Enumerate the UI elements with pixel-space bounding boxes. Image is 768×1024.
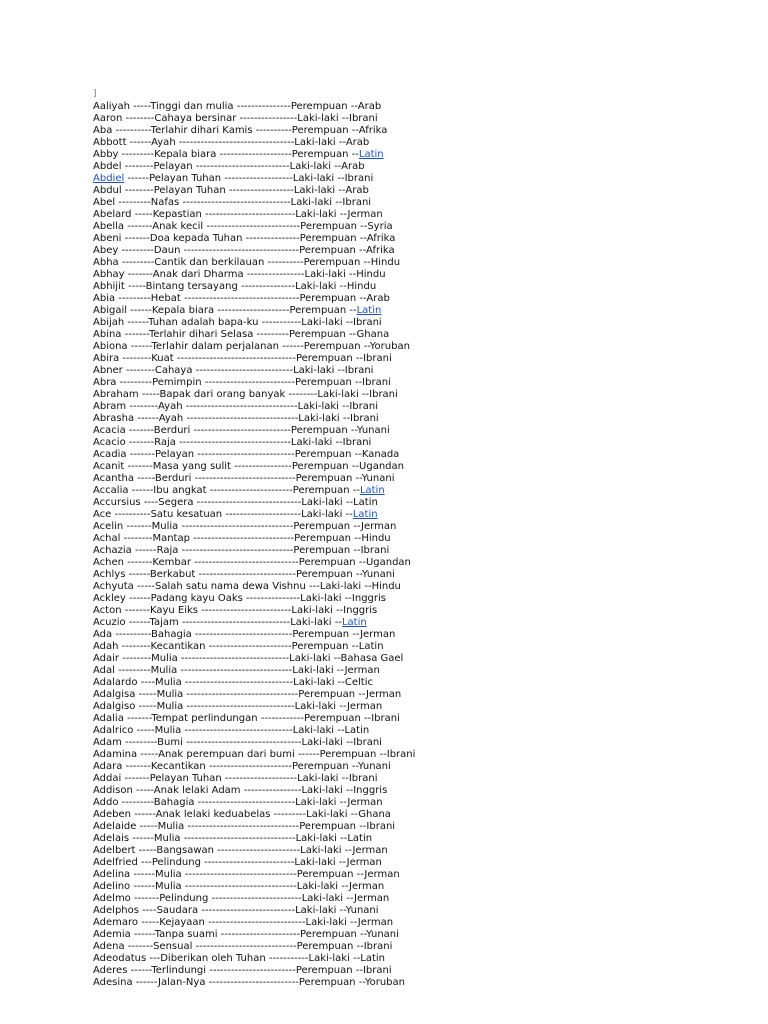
entry-text: Adalardo ----Mulia ------------------------------Laki-laki --Celtic	[93, 677, 373, 688]
entry-text: Ademia ------Tanpa suami ----------------------Perempuan --Yunani	[93, 929, 399, 940]
entry-text: Abraham -----Bapak dari orang banyak --------Laki-laki --Ibrani	[93, 389, 398, 400]
entry-text: Adara -------Kecantikan -----------------------Perempuan --Yunani	[93, 761, 391, 772]
name-entry	[93, 893, 415, 905]
bracket-marker: ]	[93, 89, 97, 99]
name-entry	[93, 773, 415, 785]
name-entry	[93, 305, 415, 317]
entry-text: Adalia -------Tempat perlindungan ------------Perempuan --Ibrani	[93, 713, 400, 724]
name-entry	[93, 257, 415, 269]
entry-text: Abigail ------Kepala biara --------------------Perempuan --	[93, 305, 357, 316]
name-entry	[93, 341, 415, 353]
entry-text: Ace ----------Satu kesatuan ---------------------Laki-laki --	[93, 509, 353, 520]
name-entry	[93, 797, 415, 809]
entry-text: Achyuta -----Salah satu nama dewa Vishnu ---Laki-laki --Hindu	[93, 581, 401, 592]
entry-text: Abram --------Ayah -------------------------------Laki-laki --Ibrani	[93, 401, 378, 412]
name-entry	[93, 845, 415, 857]
name-entry	[93, 389, 415, 401]
entry-text: Achlys ------Berkabut ---------------------------Perempuan --Yunani	[93, 569, 395, 580]
document-body	[93, 88, 415, 989]
name-entry	[93, 653, 415, 665]
name-entry	[93, 701, 415, 713]
name-entry	[93, 137, 415, 149]
name-entry	[93, 233, 415, 245]
name-entry	[93, 293, 415, 305]
name-entry	[93, 197, 415, 209]
entry-text: Abeni -------Doa kepada Tuhan ---------------Perempuan --Afrika	[93, 233, 396, 244]
entry-text: Adalrico -----Mulia ------------------------------Laki-laki --Latin	[93, 725, 370, 736]
entry-text: Adelaide -----Mulia -------------------------------Perempuan --Ibrani	[93, 821, 396, 832]
entry-text: Adalgisa -----Mulia -------------------------------Perempuan --Jerman	[93, 689, 402, 700]
entry-text: Abha ---------Cantik dan berkilauan ----------Perempuan --Hindu	[93, 257, 401, 268]
name-entry	[93, 833, 415, 845]
name-entry	[93, 641, 415, 653]
name-entry	[93, 809, 415, 821]
entry-link[interactable]: Abdiel	[93, 173, 125, 184]
name-entry	[93, 545, 415, 557]
entry-text: Abdel --------Pelayan --------------------------Laki-laki --Arab	[93, 161, 365, 172]
name-entry	[93, 101, 415, 113]
entry-link[interactable]: Latin	[341, 617, 367, 628]
entry-text: Achazia ------Raja -------------------------------Perempuan --Ibrani	[93, 545, 390, 556]
name-entry	[93, 437, 415, 449]
name-entry	[93, 629, 415, 641]
name-entry	[93, 749, 415, 761]
entry-text: Acantha -----Berduri ----------------------------Perempuan --Yunani	[93, 473, 395, 484]
name-entry	[93, 521, 415, 533]
entry-text: Ademaro -----Kejayaan ---------------------------Laki-laki --Jerman	[93, 917, 394, 928]
name-entry	[93, 737, 415, 749]
entry-text: Adena -------Sensual ----------------------------Perempuan --Ibrani	[93, 941, 393, 952]
entry-text: Ada ----------Bahagia ---------------------------Perempuan --Jerman	[93, 629, 396, 640]
entry-text: Adelina ------Mulia -------------------------------Perempuan --Jerman	[93, 869, 400, 880]
name-entry	[93, 869, 415, 881]
name-entry	[93, 857, 415, 869]
name-entry	[93, 953, 415, 965]
entry-text: Adal ---------Mulia -------------------------------Laki-laki --Jerman	[93, 665, 380, 676]
name-entry	[93, 761, 415, 773]
entry-text: Acanit -------Masa yang sulit ----------------Perempuan --Ugandan	[93, 461, 404, 472]
name-entry	[93, 533, 415, 545]
entry-text: Abey ---------Daun --------------------------------Perempuan --Afrika	[93, 245, 395, 256]
name-entry	[93, 473, 415, 485]
entry-text: Adeben ------Anak lelaki keduabelas ---------Laki-laki --Ghana	[93, 809, 391, 820]
name-entry	[93, 617, 415, 629]
entry-text: Adamina -----Anak perempuan dari bumi ------Perempuan --Ibrani	[93, 749, 416, 760]
name-entry	[93, 677, 415, 689]
name-entry	[93, 593, 415, 605]
name-list	[93, 101, 415, 989]
name-entry	[93, 317, 415, 329]
name-entry	[93, 785, 415, 797]
entry-text: Acacia -------Berduri ---------------------------Perempuan --Yunani	[93, 425, 390, 436]
name-entry	[93, 569, 415, 581]
name-entry	[93, 713, 415, 725]
entry-text: Adelino ------Mulia -------------------------------Laki-laki --Jerman	[93, 881, 385, 892]
entry-text: Abira --------Kuat ---------------------------------Perempuan --Ibrani	[93, 353, 392, 364]
entry-text: Abia ---------Hebat --------------------------------Perempuan --Arab	[93, 293, 390, 304]
name-entry	[93, 509, 415, 521]
name-entry	[93, 173, 415, 185]
name-entry	[93, 245, 415, 257]
entry-text: Adeodatus ---Diberikan oleh Tuhan -----------Laki-laki --Latin	[93, 953, 386, 964]
entry-text: Abrasha ------Ayah -------------------------------Laki-laki --Ibrani	[93, 413, 379, 424]
entry-text: Abra ---------Pemimpin -------------------------Perempuan --Ibrani	[93, 377, 391, 388]
entry-text: Abella -------Anak kecil --------------------------Perempuan --Syria	[93, 221, 393, 232]
name-entry	[93, 365, 415, 377]
name-entry	[93, 125, 415, 137]
entry-text: Addo ---------Bahagia ---------------------------Laki-laki --Jerman	[93, 797, 383, 808]
entry-text: Acton -------Kayu Eiks -------------------------Laki-laki --Inggris	[93, 605, 378, 616]
entry-text: Accursius ----Segera -----------------------------Laki-laki --Latin	[93, 497, 378, 508]
name-entry	[93, 965, 415, 977]
entry-text: Addai -------Pelayan Tuhan --------------------Laki-laki --Ibrani	[93, 773, 378, 784]
entry-text: Adelbert -----Bangsawan -----------------------Laki-laki --Jerman	[93, 845, 388, 856]
name-entry	[93, 977, 415, 989]
name-entry	[93, 665, 415, 677]
name-entry	[93, 149, 415, 161]
entry-text: Abel ---------Nafas ------------------------------Laki-laki --Ibrani	[93, 197, 372, 208]
name-entry	[93, 281, 415, 293]
name-entry	[93, 377, 415, 389]
name-entry	[93, 689, 415, 701]
name-entry	[93, 329, 415, 341]
entry-text: Achen -------Kembar -----------------------------Perempuan --Ugandan	[93, 557, 411, 568]
entry-link[interactable]: Latin	[358, 149, 384, 160]
entry-text: Abbott ------Ayah --------------------------------Laki-laki --Arab	[93, 137, 370, 148]
entry-link[interactable]: Latin	[359, 485, 385, 496]
entry-text: Aderes ------Terlindungi ------------------------Perempuan --Ibrani	[93, 965, 392, 976]
name-entry	[93, 209, 415, 221]
name-entry	[93, 929, 415, 941]
entry-text: Ackley ------Padang kayu Oaks ---------------Laki-laki --Inggris	[93, 593, 386, 604]
entry-text: Abhay -------Anak dari Dharma ----------------Laki-laki --Hindu	[93, 269, 386, 280]
name-entry	[93, 557, 415, 569]
entry-text: Abner --------Cahaya ---------------------------Laki-laki --Ibrani	[93, 365, 374, 376]
name-entry	[93, 425, 415, 437]
name-entry	[93, 605, 415, 617]
name-entry	[93, 161, 415, 173]
name-entry	[93, 221, 415, 233]
name-entry	[93, 413, 415, 425]
entry-text: Adelais ------Mulia -------------------------------Laki-laki --Latin	[93, 833, 373, 844]
entry-link[interactable]: Latin	[356, 305, 382, 316]
entry-text: Achal --------Mantap ----------------------------Perempuan --Hindu	[93, 533, 391, 544]
name-entry	[93, 353, 415, 365]
entry-text: Acelin -------Mulia -------------------------------Perempuan --Jerman	[93, 521, 397, 532]
entry-text: Accalia ------Ibu angkat -----------------------Perempuan --	[93, 485, 360, 496]
entry-text: Abina -------Terlahir dihari Selasa ---------Perempuan --Ghana	[93, 329, 390, 340]
name-entry	[93, 401, 415, 413]
entry-text: Adam ---------Bumi --------------------------------Laki-laki --Ibrani	[93, 737, 382, 748]
entry-text: Adelphos ----Saudara --------------------------Laki-laki --Yunani	[93, 905, 379, 916]
name-entry	[93, 461, 415, 473]
entry-text: ------Pelayan Tuhan -------------------Laki-laki --Ibrani	[124, 173, 374, 184]
entry-text: Aaliyah -----Tinggi dan mulia ---------------Perempuan --Arab	[93, 101, 382, 112]
entry-text: Adair --------Mulia ------------------------------Laki-laki --Bahasa Gael	[93, 653, 404, 664]
entry-text: Addison -----Anak lelaki Adam ----------------Laki-laki --Inggris	[93, 785, 388, 796]
entry-text: Abelard -----Kepastian -------------------------Laki-laki --Jerman	[93, 209, 383, 220]
name-entry	[93, 581, 415, 593]
name-entry	[93, 917, 415, 929]
name-entry	[93, 449, 415, 461]
name-entry	[93, 905, 415, 917]
entry-text: Adah --------Kecantikan -----------------------Perempuan --Latin	[93, 641, 384, 652]
entry-text: Abhijit -----Bintang tersayang ---------------Laki-laki --Hindu	[93, 281, 377, 292]
entry-text: Acadia -------Pelayan ---------------------------Perempuan --Kanada	[93, 449, 400, 460]
entry-text: Abby ---------Kepala biara --------------------Perempuan --	[93, 149, 359, 160]
entry-link[interactable]: Latin	[352, 509, 378, 520]
name-entry	[93, 881, 415, 893]
name-entry	[93, 269, 415, 281]
name-entry	[93, 941, 415, 953]
name-entry	[93, 725, 415, 737]
name-entry	[93, 485, 415, 497]
entry-text: Abiona ------Terlahir dalam perjalanan ------Perempuan --Yoruban	[93, 341, 410, 352]
entry-text: Adelmo -------Pelindung -------------------------Laki-laki --Jerman	[93, 893, 390, 904]
name-entry	[93, 113, 415, 125]
name-entry	[93, 185, 415, 197]
entry-text: Acacio -------Raja -------------------------------Laki-laki --Ibrani	[93, 437, 372, 448]
entry-text: Adesina ------Jalan-Nya -------------------------Perempuan --Yoruban	[93, 977, 405, 988]
entry-text: Adalgiso -----Mulia ------------------------------Laki-laki --Jerman	[93, 701, 383, 712]
entry-text: Aaron --------Cahaya bersinar ----------------Laki-laki --Ibrani	[93, 113, 378, 124]
name-entry	[93, 497, 415, 509]
entry-text: Abdul --------Pelayan Tuhan ------------------Laki-laki --Arab	[93, 185, 369, 196]
entry-text: Acuzio ------Tajam ------------------------------Laki-laki --	[93, 617, 342, 628]
entry-text: Abijah ------Tuhan adalah bapa-ku -----------Laki-laki --Ibrani	[93, 317, 382, 328]
entry-text: Aba ----------Terlahir dihari Kamis ----------Perempuan --Afrika	[93, 125, 388, 136]
entry-text: Adelfried ---Pelindung -------------------------Laki-laki --Jerman	[93, 857, 382, 868]
name-entry	[93, 821, 415, 833]
